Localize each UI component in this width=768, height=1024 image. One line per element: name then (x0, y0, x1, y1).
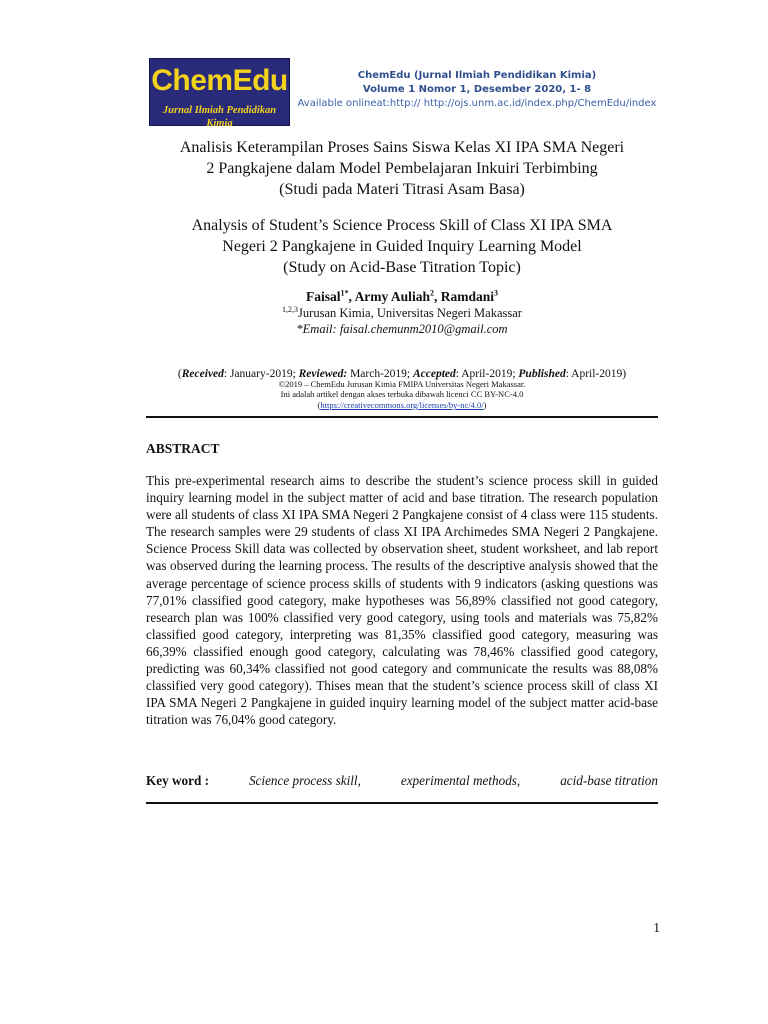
reviewed-label: Reviewed: (298, 368, 348, 380)
author-list: Faisal$^{1*}$, Army Auliah$^2$, Ramdani$^3$ (306, 288, 498, 304)
abstract-heading: ABSTRACT (146, 441, 220, 456)
title-en-line-3: (Study on Acid-Base Titration Topic) (283, 259, 521, 276)
journal-name: ChemEdu (Jurnal Ilmiah Pendidikan Kimia) (357, 70, 597, 81)
author-sup: 2 (429, 288, 434, 298)
journal-info (290, 69, 664, 111)
copyright-notice (120, 379, 684, 399)
keyword-item: Science process skill, (248, 773, 361, 788)
license-link-wrap: (https://creativecommons.org/licenses/by-nc/4.0/) (317, 400, 487, 410)
corresponding-email[interactable]: *Email: faisal.chemunm2010@gmail.com (296, 322, 508, 336)
title-en-line-2: Negeri 2 Pangkajene in Guided Inquiry Learning Model (222, 238, 582, 255)
keyword-label: Key word : (146, 773, 209, 788)
keyword-item: acid-base titration (560, 773, 658, 788)
reviewed-date: March-2019; (347, 368, 413, 380)
title-id-line-2: 2 Pangkajene dalam Model Pembelajaran Inkuiri Terbimbing (206, 160, 598, 177)
title-id-line-1: Analisis Keterampilan Proses Sains Siswa Kelas XI IPA SMA Negeri (179, 139, 625, 156)
author-sup: 1* (340, 288, 349, 298)
copyright-line-2: Ini adalah artikel dengan akses terbuka dibawah licenci CC BY-NC-4.0 (280, 389, 524, 399)
bottom-divider (146, 802, 658, 804)
published-label: Published (518, 368, 566, 380)
author-name: Ramdani (440, 289, 494, 304)
received-label: Received (181, 368, 224, 380)
title-en-line-1: Analysis of Student’s Science Process Skill of Class XI IPA SMA (191, 217, 613, 234)
logo-text: ChemEdu (151, 64, 288, 97)
journal-url[interactable]: Available onlineat:http:// http://ojs.unm.ac.id/index.php/ChemEdu/index (297, 98, 657, 109)
article-dates: (Received: January-2019; Reviewed: March-2019; Accepted: April-2019; Published: April-2019) (177, 368, 627, 380)
top-divider (146, 416, 658, 418)
title-english (120, 215, 684, 278)
title-id-line-3: (Studi pada Materi Titrasi Asam Basa) (279, 181, 525, 198)
affiliation-text: Jurusan Kimia, Universitas Negeri Makassar (298, 306, 522, 320)
journal-volume: Volume 1 Nomor 1, Desember 2020, 1- 8 (362, 84, 592, 95)
abstract-body: This pre-experimental research aims to describe the student’s science process skill in guided inquiry learning model in the subject matter of acid and base titration. The research population were all students of class XI IPA SMA Negeri 2 Pangkajene consist of 4 class were 115 students. The research samples were 29 students of class XI IPA Archimedes SMA Negeri 2 Pangkajene. Science Process Skill data was collected by observation sheet, student worksheet, and lab report was observed during the learning process. The results of the descriptive analysis showed that the average percentage of science process skills of students with 9 indicators (asking questions was 77,01% classified good category, make hypotheses was 56,89% classified not good category, research plan was 100% classified very good category, using tools and materials was 75,82% classified good category, interpreting was 81,35% classified good category, measuring was 66,39% classified enough good category, calculating was 78,46% classified good category, predicting was 60,34% classified not good category and communicate the results was 88,08% classified very good category). Thises mean that the student’s science process skill of class XI IPA SMA Negeri 2 Pangkajene in guided inquiry learning model of the subject matter acid-base titration was 76,04% good category. (146, 473, 658, 728)
affiliation-sup: 1,2,3 (282, 304, 299, 314)
author-name: Faisal (306, 289, 341, 304)
keywords-line (146, 772, 658, 789)
author-sup: 3 (493, 288, 498, 298)
received-date: : January-2019; (223, 368, 299, 380)
copyright-line-1: ©2019 – ChemEdu Jurusan Kimia FMIPA Universitas Negeri Makassar. (278, 379, 526, 389)
title-indonesian (120, 137, 684, 200)
published-date: : April-2019) (565, 368, 627, 380)
keyword-item: experimental methods, (400, 773, 521, 788)
journal-logo (149, 58, 290, 129)
license-link[interactable]: https://creativecommons.org/licenses/by-nc/4.0/ (320, 400, 484, 410)
page-number: 1 (653, 920, 660, 935)
logo-subtitle: Jurnal Ilmiah Pendidikan Kimia (162, 105, 277, 129)
author-name: Army Auliah (354, 289, 430, 304)
accepted-date: : April-2019; (455, 368, 519, 380)
affiliation (120, 305, 684, 321)
accepted-label: Accepted (412, 368, 456, 380)
